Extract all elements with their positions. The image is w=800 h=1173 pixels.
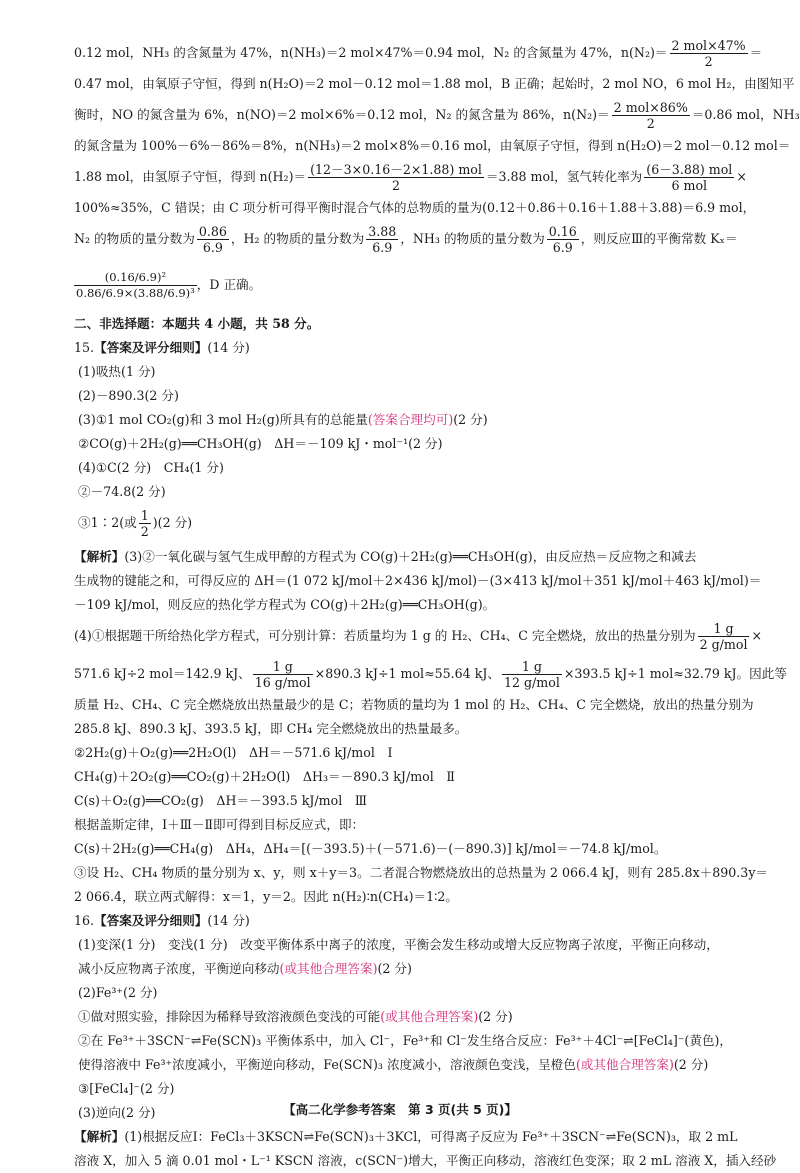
fraction [139, 508, 151, 539]
denominator: 6.9 [372, 240, 393, 255]
fraction [644, 162, 734, 193]
text: × [751, 628, 763, 643]
text: N₂ 的物质的量分数为 [74, 231, 195, 246]
denominator: 2 [646, 116, 655, 131]
denominator: 12 g/mol [503, 675, 560, 690]
text-line [74, 96, 800, 134]
answer-line [74, 1005, 738, 1029]
numerator: 3.88 [368, 224, 397, 239]
text-line: 0.47 mol，由氧原子守恒，得到 n(H₂O)＝2 mol－0.12 mol＝1.88 mol，B 正确；起始时，2 mol NO，6 mol H₂，由图知平 [74, 76, 795, 91]
numerator: 1 g [698, 621, 750, 637]
text: × [736, 169, 747, 184]
text: ，H₂ 的物质的量分数为 [230, 231, 365, 246]
analysis-label: 【解析】 [74, 549, 125, 564]
denominator: 2 [392, 178, 401, 193]
denominator: 0.86/6.9×(3.88/6.9)³ [76, 285, 195, 300]
text: ，则反应Ⅲ的平衡常数 Kₓ＝ [580, 231, 738, 246]
score: (14 分) [207, 913, 250, 928]
part-1-solution [74, 34, 800, 310]
equilibrium-constant-expression [74, 260, 738, 310]
fraction [197, 224, 229, 255]
answer-line: (1)吸热(1 分) [78, 364, 156, 379]
analysis-line: －109 kJ/mol，则反应的热化学方程式为 CO(g)＋2H₂(g)══CH₃OH(g)。 [74, 597, 496, 612]
analysis-line: 2 066.4，联立两式解得：x＝1，y＝2。因此 n(H₂)∶n(CH₄)＝1∶2。 [74, 889, 458, 904]
text-line: 的氮含量为 100%－6%－86%＝8%，n(NH₃)＝2 mol×8%＝0.16 mol，由氧原子守恒，得到 n(H₂O)＝2 mol－0.12 mol＝ [74, 138, 791, 153]
analysis-line [74, 1125, 738, 1149]
text: ，NH₃ 的物质的量分数为 [400, 231, 545, 246]
analysis-line: ②2H₂(g)＋O₂(g)══2H₂O(l) ΔH＝－571.6 kJ/mol Ⅰ [74, 745, 393, 760]
fraction [547, 224, 579, 255]
fraction [698, 621, 750, 652]
answer-line: ③[FeCl₄]⁻(2 分) [78, 1081, 175, 1096]
answer-line: (1)变深(1 分) 变浅(1 分) 改变平衡体系中离子的浓度，平衡会发生移动或增大反应物离子浓度，平衡正向移动， [78, 937, 719, 952]
answer-line: (4)①C(2 分) CH₄(1 分) [78, 460, 224, 475]
score: (14 分) [207, 340, 250, 355]
question-heading [74, 909, 738, 933]
analysis-line: C(s)＋O₂(g)══CO₂(g) ΔH＝－393.5 kJ/mol Ⅲ [74, 793, 367, 808]
numerator: 1 g [253, 659, 313, 675]
text-line [74, 158, 747, 196]
answer-line: ②－74.8(2 分) [78, 484, 166, 499]
heading-label: 【答案及评分细则】 [94, 340, 208, 355]
numerator: 2 mol×47% [671, 38, 746, 53]
text: (2 分) [377, 961, 412, 976]
text: 衡时，NO 的氮含量为 6%，n(NO)＝2 mol×6%＝0.12 mol，N₂ 的氮含量为 86%，n(N₂)＝ [74, 107, 610, 122]
note: (或其他合理答案) [380, 1009, 479, 1024]
text: 使得溶液中 Fe³⁺浓度减小，平衡逆向移动，Fe(SCN)₃ 浓度减小，溶液颜色变浅，呈橙色 [78, 1057, 576, 1072]
text: ＝0.86 mol，NH₃ [691, 107, 800, 122]
denominator: 6 mol [671, 178, 708, 193]
text: 0.12 mol，NH₃ 的含氮量为 47%，n(NH₃)＝2 mol×47%＝0.94 mol，N₂ 的含氮量为 47%，n(N₂)＝ [74, 45, 668, 60]
denominator: 2 [140, 524, 149, 539]
analysis-line [74, 617, 763, 655]
numerator: (6－3.88) mol [646, 162, 733, 177]
text: (3)②一氧化碳与氢气生成甲醇的方程式为 CO(g)＋2H₂(g)══CH₃OH(g)，由反应热＝反应物之和减去 [124, 549, 697, 564]
text: (2 分) [673, 1057, 709, 1072]
text: ×393.5 kJ÷1 mol≈32.79 kJ。因此等 [563, 666, 787, 681]
fraction [502, 659, 562, 690]
answer-line: (2)Fe³⁺(2 分) [78, 985, 158, 1000]
analysis-line [74, 655, 787, 693]
denominator: 6.9 [552, 240, 573, 255]
text: )(2 分) [152, 515, 193, 530]
numerator: (12－3×0.16－2×1.88) mol [310, 162, 482, 177]
fraction [366, 224, 398, 255]
analysis-line: ③设 H₂、CH₄ 物质的量分别为 x、y，则 x＋y＝3。二者混合物燃烧放出的总热量为 2 066.4 kJ，则有 285.8x＋890.3y＝ [74, 865, 769, 880]
note: (或其他合理答案) [279, 961, 378, 976]
text: 1.88 mol，由氢原子守恒，得到 n(H₂)＝ [74, 169, 307, 184]
text: ＝3.88 mol，氢气转化率为 [485, 169, 643, 184]
fraction [670, 38, 748, 69]
text-line [74, 34, 763, 72]
question-15 [74, 336, 787, 909]
answer-line: ②CO(g)＋2H₂(g)══CH₃OH(g) ΔH＝－109 kJ・mol⁻¹(2 分) [78, 436, 443, 451]
analysis-line: 溶液 X，加入 5 滴 0.01 mol・L⁻¹ KSCN 溶液，c(SCN⁻)增大，平衡正向移动，溶液红色变深；取 2 mL 溶液 X，插入经砂 [74, 1153, 777, 1168]
note: (答案合理均可) [367, 412, 454, 427]
analysis-line: 根据盖斯定律，Ⅰ＋Ⅲ－Ⅱ即可得到目标反应式，即： [74, 817, 365, 832]
heading-label: 【答案及评分细则】 [94, 913, 208, 928]
text: (1)根据反应Ⅰ：FeCl₃＋3KSCN⇌Fe(SCN)₃＋3KCl，可得离子反应为 Fe³⁺＋3SCN⁻⇌Fe(SCN)₃，取 2 mL [124, 1129, 738, 1144]
answer-line: (2)－890.3(2 分) [78, 388, 179, 403]
numerator: (0.16/6.9)² [74, 270, 197, 286]
fraction [74, 270, 197, 301]
analysis-label: 【解析】 [74, 1129, 125, 1144]
numerator: 2 mol×86% [613, 100, 688, 115]
question-number: 15. [74, 340, 95, 355]
fraction [253, 659, 313, 690]
text: ×890.3 kJ÷1 mol≈55.64 kJ、 [314, 666, 500, 681]
text: ③1∶2(或 [78, 515, 137, 530]
analysis-line: CH₄(g)＋2O₂(g)══CO₂(g)＋2H₂O(l) ΔH₃＝－890.3 kJ/mol Ⅱ [74, 769, 455, 784]
text: 减小反应物离子浓度，平衡逆向移动 [78, 961, 280, 976]
text: 571.6 kJ÷2 mol＝142.9 kJ、 [74, 666, 251, 681]
text-line: 100%≈35%，C 错误；由 C 项分析可得平衡时混合气体的总物质的量为(0.12＋0.86＋0.16＋1.88＋3.88)＝6.9 mol， [74, 200, 756, 215]
numerator: 1 [140, 508, 149, 523]
answer-line [74, 957, 738, 981]
text: ①做对照实验，排除因为稀释导致溶液颜色变浅的可能 [78, 1009, 381, 1024]
text: (4)①根据题干所给热化学方程式，可分别计算：若质量均为 1 g 的 H₂、CH₄、C 完全燃烧，放出的热量分别为 [74, 628, 696, 643]
answer-line [74, 1053, 738, 1077]
denominator: 2 [704, 54, 713, 69]
question-number: 16. [74, 913, 95, 928]
analysis-line: C(s)＋2H₂(g)══CH₄(g) ΔH₄，ΔH₄＝[(－393.5)＋(－571.6)－(－890.3)] kJ/mol＝－74.8 kJ/mol。 [74, 841, 667, 856]
denominator: 2 g/mol [699, 637, 748, 652]
analysis-line [74, 545, 738, 569]
fraction [612, 100, 690, 131]
answer-line: (3)逆向(2 分) [78, 1105, 156, 1120]
answer-line [74, 504, 738, 542]
analysis-line: 生成物的键能之和，可得反应的 ΔH＝(1 072 kJ/mol＋2×436 kJ/mol)－(3×413 kJ/mol＋351 kJ/mol＋463 kJ/mol)＝ [74, 573, 762, 588]
text: (2 分) [478, 1009, 513, 1024]
question-heading [74, 336, 738, 360]
text: ＝ [749, 45, 763, 60]
question-16 [74, 909, 777, 1173]
analysis-line: 质量 H₂、CH₄、C 完全燃烧放出热量最少的是 C；若物质的量均为 1 mol 的 H₂、CH₄、C 完全燃烧，放出的热量分别为 [74, 697, 754, 712]
text-line [74, 220, 738, 258]
denominator: 16 g/mol [254, 675, 311, 690]
answer-line [74, 408, 738, 432]
text: ，D 正确。 [196, 277, 262, 292]
denominator: 6.9 [202, 240, 223, 255]
fraction [308, 162, 484, 193]
numerator: 1 g [502, 659, 562, 675]
text: (3)①1 mol CO₂(g)和 3 mol H₂(g)所具有的总能量 [78, 412, 368, 427]
analysis-line: 285.8 kJ、890.3 kJ、393.5 kJ，即 CH₄ 完全燃烧放出的热量最多。 [74, 721, 468, 736]
numerator: 0.16 [548, 224, 577, 239]
section-heading: 二、非选择题：本题共 4 小题，共 58 分。 [74, 316, 320, 331]
numerator: 0.86 [198, 224, 227, 239]
text: (2 分) [453, 412, 488, 427]
page-footer: 【高二化学参考答案 第 3 页(共 5 页)】 [283, 1102, 517, 1117]
note: (或其他合理答案) [575, 1057, 674, 1072]
answer-line: ②在 Fe³⁺＋3SCN⁻⇌Fe(SCN)₃ 平衡体系中，加入 Cl⁻，Fe³⁺和 Cl⁻发生络合反应：Fe³⁺＋4Cl⁻⇌[FeCl₄]⁻(黄色)， [78, 1033, 733, 1048]
